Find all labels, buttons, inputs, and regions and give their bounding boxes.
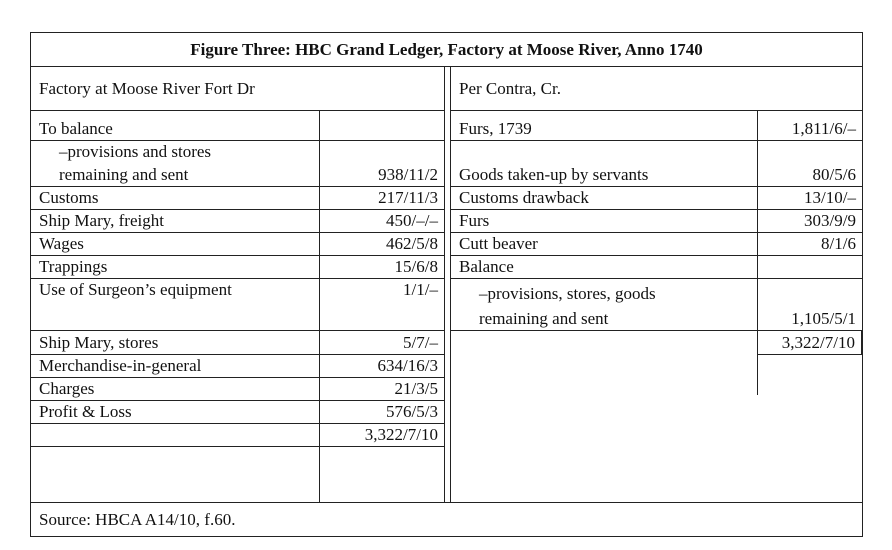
table-row: Ship Mary, stores 5/7/– <box>31 331 444 355</box>
table-row: Trappings 15/6/8 <box>31 256 444 279</box>
table-row: Customs drawback 13/10/– <box>451 187 862 210</box>
table-row: Charges 21/3/5 <box>31 378 444 401</box>
left-column-header: Factory at Moose River Fort Dr <box>31 67 444 111</box>
table-row: Furs, 1739 1,811/6/– <box>451 111 862 141</box>
table-row: Merchandise-in-general 634/16/3 <box>31 355 444 378</box>
table-row: –provisions, stores, goods <box>479 284 656 303</box>
table-row: Use of Surgeon’s equipment 1/1/– <box>31 279 444 331</box>
table-row: Customs 217/11/3 <box>31 187 444 210</box>
right-total-row: 3,322/7/10 <box>757 331 862 355</box>
source-note: Source: HBCA A14/10, f.60. <box>31 502 862 536</box>
table-row: remaining and sent 1,105/5/1 <box>451 305 862 331</box>
table-row: Profit & Loss 576/5/3 <box>31 401 444 424</box>
table-row: Cutt beaver 8/1/6 <box>451 233 862 256</box>
table-row: Wages 462/5/8 <box>31 233 444 256</box>
table-row: Ship Mary, freight 450/–/– <box>31 210 444 233</box>
left-total-row: 3,322/7/10 <box>31 424 444 447</box>
table-row: remaining and sent 938/11/2 <box>31 163 444 187</box>
column-divider-left <box>444 67 445 502</box>
ledger-table <box>30 32 863 537</box>
table-row: Balance <box>451 256 862 279</box>
table-row: Goods taken-up by servants 80/5/6 <box>451 141 862 187</box>
right-column-header: Per Contra, Cr. <box>451 67 862 111</box>
table-row: –provisions and stores <box>59 142 212 161</box>
table-title: Figure Three: HBC Grand Ledger, Factory at Moose River, Anno 1740 <box>31 33 862 67</box>
table-row: Furs 303/9/9 <box>451 210 862 233</box>
table-row: To balance <box>31 111 444 141</box>
